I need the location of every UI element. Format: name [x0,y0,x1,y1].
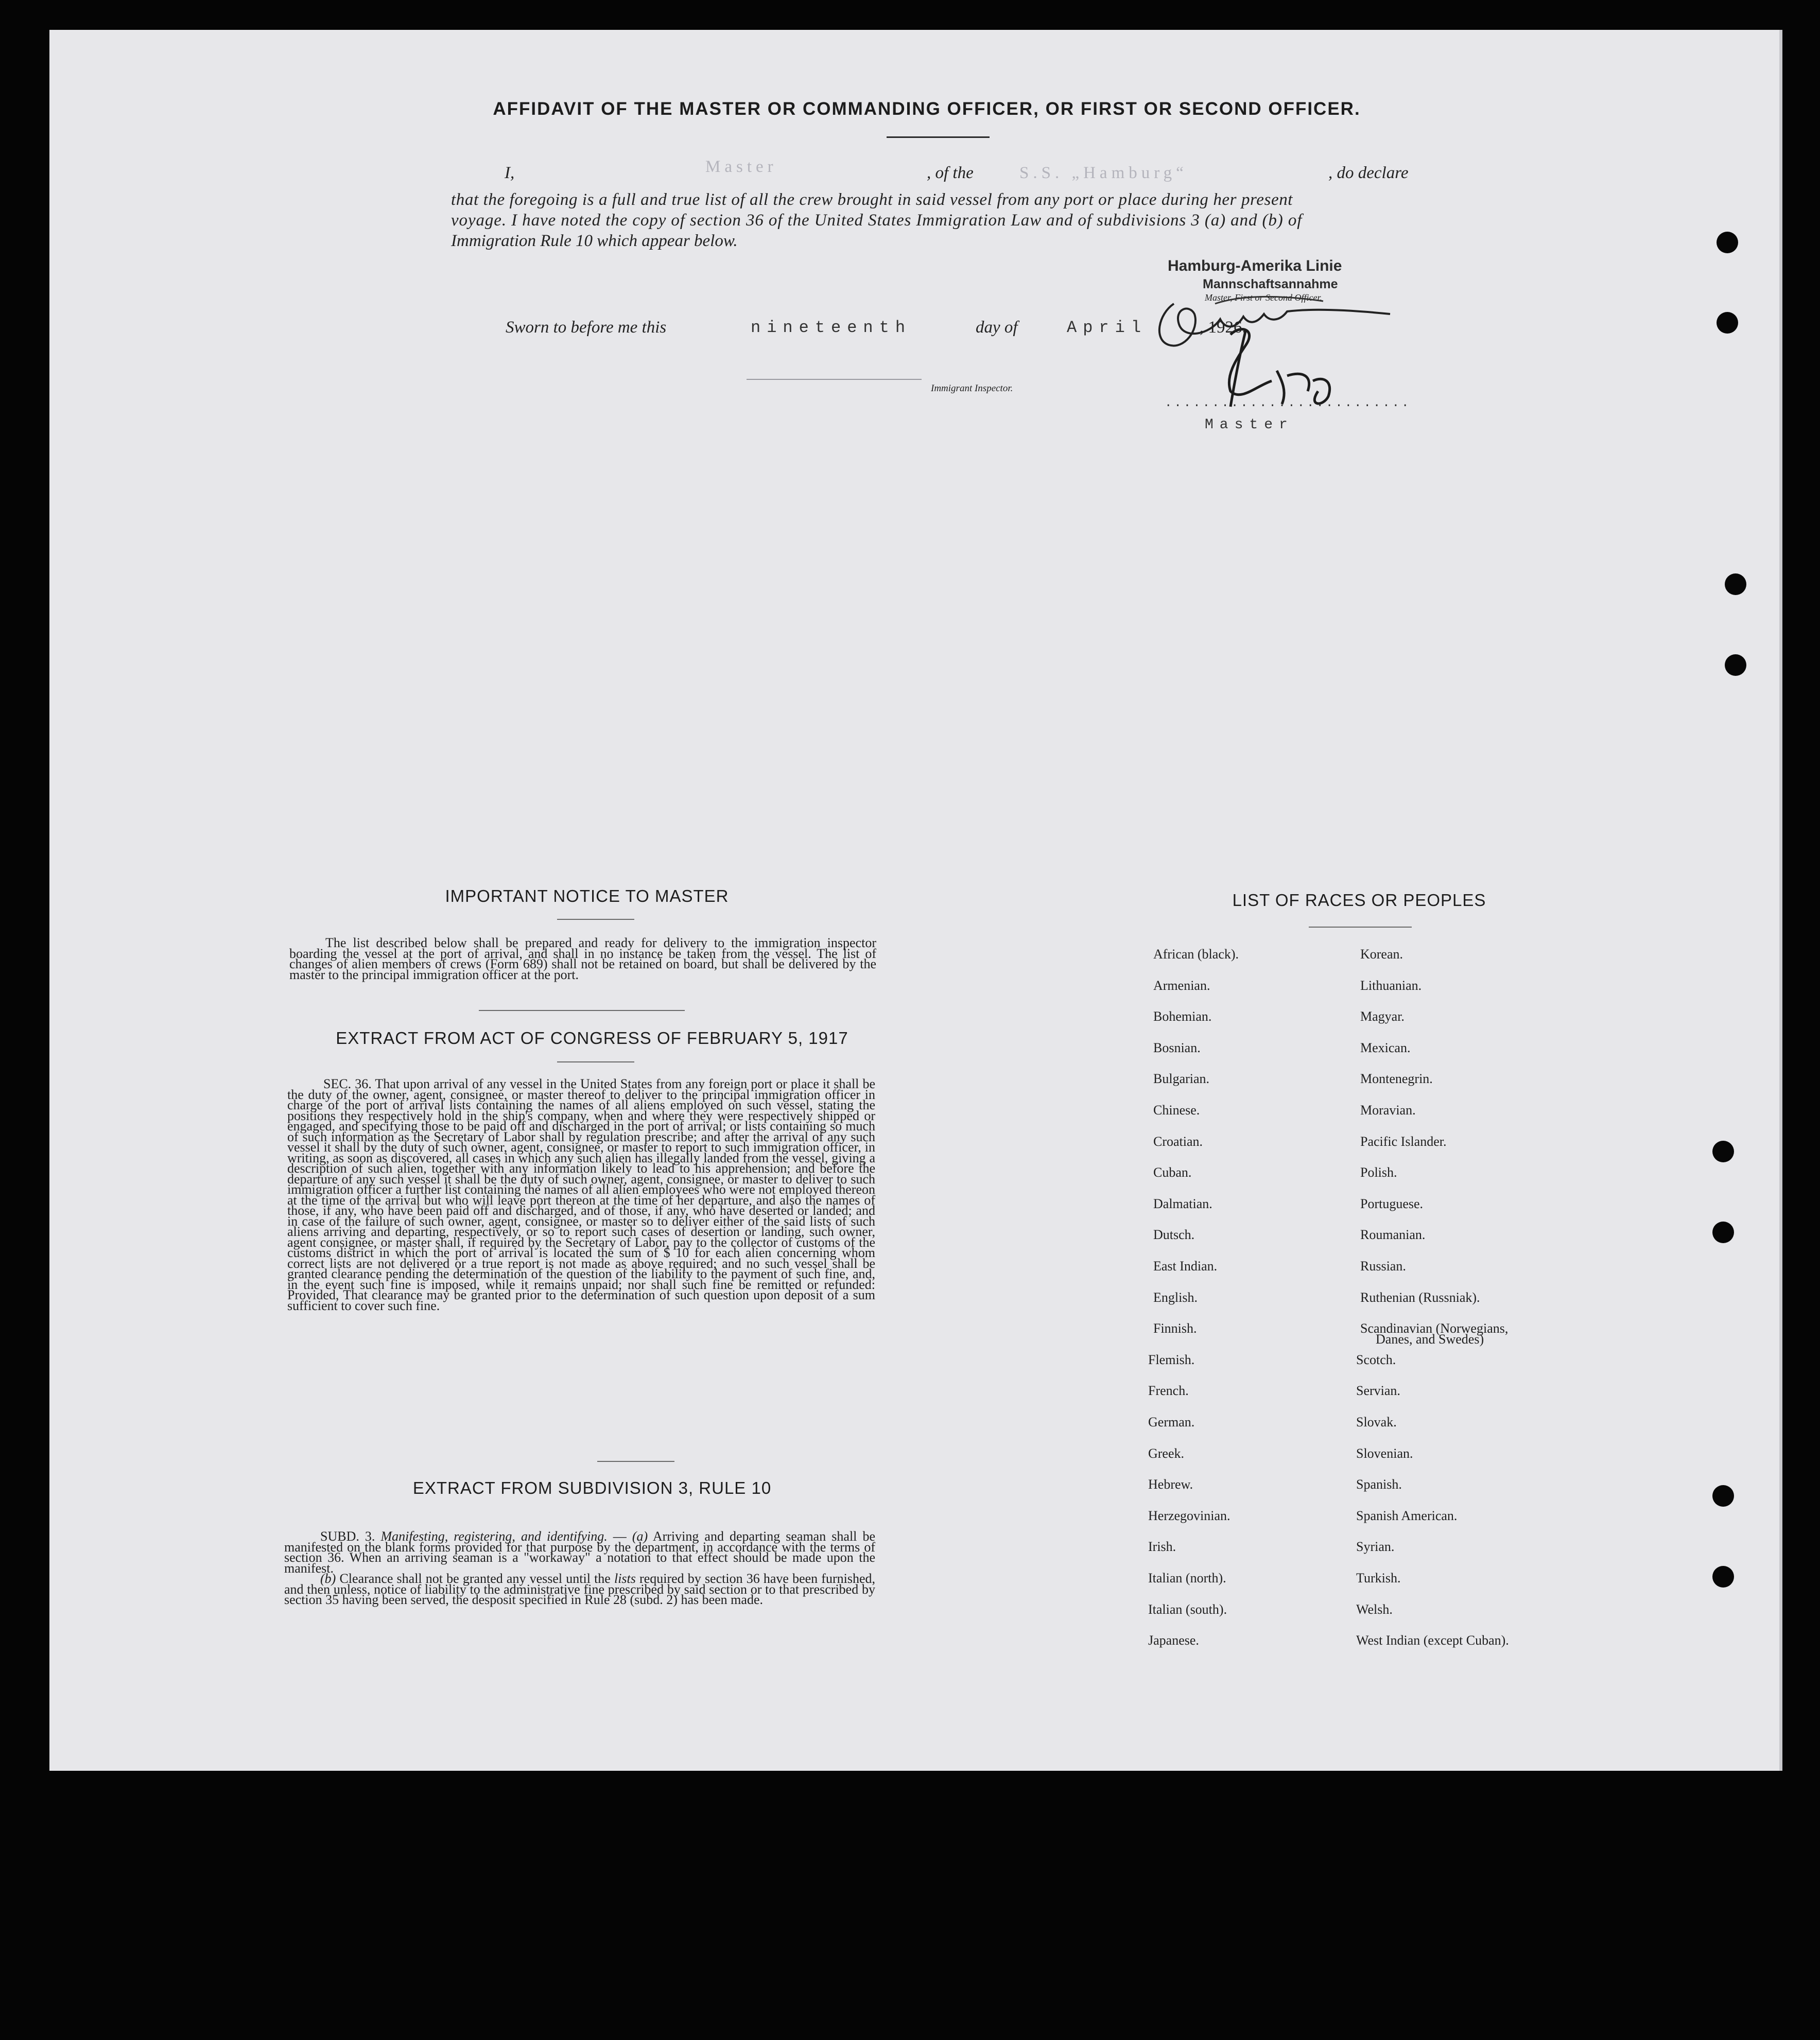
race-item: Polish. [1360,1165,1397,1180]
subd-a-body: Arriving and departing seaman shall be manifested on the blank forms provided for that purpose by the department, in accordance with the terms of section 36. When an arriving seaman is a "workaway" a notation to that effect should be made upon the manifest. [284,1529,875,1576]
race-item: Korean. [1360,947,1403,962]
day-of-label: day of [976,318,1018,337]
i-label: I, [505,164,515,182]
race-item: Pacific Islander. [1360,1134,1447,1149]
race-item: Japanese. [1148,1633,1199,1648]
company-stamp-line-2: Mannschaftsannahme [1203,277,1338,291]
race-item: Herzegovinian. [1148,1508,1230,1523]
binder-hole [1725,654,1746,676]
race-item: Greek. [1148,1446,1185,1461]
binder-hole [1717,232,1738,253]
affidavit-line-1 [505,164,514,183]
binder-hole [1712,1485,1734,1507]
section-36-paragraph: SEC. 36. That upon arrival of any vessel in the United States from any foreign port or place it shall be the duty of the owner, agent, consignee, or master thereof to deliver to the principal immigration officer in charge of the port of arrival lists containing the names of all aliens employed on such vessel, stating the positions they respectively hold in the ship's company, when and where they were respectively shipped or engaged, and specifying those to be paid off and discharged in the port of arrival; or lists containing so much of such information as the Secretary of Labor shall by regulation prescribe; and after the arrival of any such vessel it shall by the duty of such owner, agent, consignee, or master to report to such immigration officer, in writing, as soon as discovered, all cases in which any such alien has illegally landed from the vessel, giving a description of such alien, together with any information likely to lead to his apprehension; and before the departure of any such vessel it shall be the duty of such owner, agent, consignee, or master to deliver to such immigration officer a further list containing the names of all alien employees who were not employed thereon at the time of the arrival but who will leave port thereon at the time of her departure, and also the names of those, if any, who have been paid off and discharged, and of those, if any, who have deserted or landed; and in case of the failure of such owner, agent, consignee, or master so to deliver either of the said lists of such aliens arriving and departing, respectively, or so to report such cases of desertion or landing, such owner, agent consignee, or master shall, if required by the Secretary of Labor, pay to the collector of customs of the customs district in which the port of arrival is located the sum of $ 10 for each alien concerning whom correct lists are not delivered or a true report is not made as above required; and no such vessel shall be granted clearance pending the determination of the question of the liability to the payment of such fine, and, in the event such fine is imposed, while it remains unpaid; nor shall such fine be remitted or refunded: Provided, That clearance may be granted prior to the determination of such question upon deposit of a sum sufficient to cover such fine. [287,1076,875,1313]
notice-title: IMPORTANT NOTICE TO MASTER [445,886,729,905]
race-item: Flemish. [1148,1352,1195,1367]
company-stamp-line-1: Hamburg-Amerika Linie [1168,257,1342,274]
race-item: Dutsch. [1153,1227,1195,1242]
race-item: Turkish. [1356,1571,1401,1585]
rule-extract-body [284,1531,875,1606]
race-item: Servian. [1356,1383,1400,1398]
notice-paragraph: The list described below shall be prepared and ready for delivery to the immigration inspector boarding the vessel at the port of arrival, and shall in no instance be taken from the vessel. The list of changes of alien members of crews (Form 689) shall not be retained on board, but shall be delivered by the master to the principal immigration officer at the port. [289,935,876,982]
affidavit-line-4: Immigration Rule 10 which appear below. [451,232,738,250]
act-divider [557,1061,634,1062]
subd-a-label: (a) [632,1529,648,1544]
race-item: African (black). [1153,947,1239,962]
subd-heading: Manifesting, registering, and identifying. [380,1529,608,1544]
binder-hole [1712,1222,1734,1243]
subd-b-body-2: required by section 36 have been furnished, and then unless, notice of liability to the administrative fine prescribed by said section or to that prescribed by section 35 having been served, the desposit specified in Rule 28 (subd. 2) has been made. [284,1571,875,1607]
affidavit-divider [887,136,990,138]
race-item: Syrian. [1356,1539,1395,1554]
race-item: Irish. [1148,1539,1176,1554]
notice-body [289,935,876,982]
race-item: Russian. [1360,1259,1406,1274]
race-item: Magyar. [1360,1009,1405,1024]
master-label: Master [1205,417,1294,433]
sworn-month: April [1067,318,1148,337]
race-item: Italian (north). [1148,1571,1226,1585]
race-item: Croatian. [1153,1134,1203,1149]
races-divider [1309,927,1412,928]
race-item: Slovak. [1356,1415,1397,1429]
race-item: French. [1148,1383,1189,1398]
race-item: Hebrew. [1148,1477,1193,1492]
act-extract-body [287,1076,875,1313]
affidavit-title: AFFIDAVIT OF THE MASTER OR COMMANDING OFFICER, OR FIRST OR SECOND OFFICER. [493,99,1361,119]
notice-divider [557,919,634,920]
inspector-label: Immigrant Inspector. [931,383,1013,394]
subdivision-b-paragraph [284,1571,875,1607]
subd-lead: SUBD. 3. [320,1529,375,1544]
affidavit-line-3: voyage. I have noted the copy of section 36 of the United States Immigration Law and of subdivisions 3 (a) and (b) of [451,211,1303,230]
binder-hole [1717,312,1738,334]
race-item: Finnish. [1153,1321,1197,1336]
race-item: Italian (south). [1148,1602,1227,1617]
race-item: Cuban. [1153,1165,1192,1180]
affidavit-line-2: that the foregoing is a full and true list of all the crew brought in said vessel from any port or place during her present [451,190,1293,209]
binder-hole [1712,1141,1734,1162]
race-item: Bulgarian. [1153,1071,1210,1086]
sworn-label: Sworn to before me this [506,318,667,337]
subd-b-lists: lists [614,1571,636,1586]
binder-hole [1712,1566,1734,1588]
subdivision-a-paragraph [284,1531,875,1574]
signature-dots: .......................... [1165,396,1411,410]
page-edge [1779,30,1782,1771]
race-item: Bohemian. [1153,1009,1212,1024]
subd-b-label: (b) [320,1571,336,1586]
filled-vessel: S.S. „Hamburg“ [1019,164,1188,182]
of-the-label: , of the [927,164,974,182]
sworn-year: , 1926. [1200,318,1246,337]
race-item: Moravian. [1360,1103,1416,1118]
race-item: Portuguese. [1360,1196,1424,1211]
binder-hole [1725,573,1746,595]
race-item: Lithuanian. [1360,978,1422,993]
race-item: Scandinavian (Norwegians, [1360,1321,1509,1336]
officer-caption: Master, First or Second Officer. [1205,292,1322,303]
race-item: Welsh. [1356,1602,1393,1617]
race-item-continuation: Danes, and Swedes) [1376,1332,1484,1347]
race-item: West Indian (except Cuban). [1356,1633,1509,1648]
race-item: East Indian. [1153,1259,1218,1274]
race-item: Scotch. [1356,1352,1396,1367]
race-item: Mexican. [1360,1040,1411,1055]
race-item: Ruthenian (Russniak). [1360,1290,1480,1305]
race-item: English. [1153,1290,1198,1305]
act-extract-title: EXTRACT FROM ACT OF CONGRESS OF FEBRUARY 5, 1917 [336,1028,848,1048]
race-item: Spanish American. [1356,1508,1458,1523]
race-item: Dalmatian. [1153,1196,1212,1211]
do-declare-label: , do declare [1328,164,1409,182]
race-item: Roumanian. [1360,1227,1426,1242]
races-title: LIST OF RACES OR PEOPLES [1232,891,1486,910]
race-item: Spanish. [1356,1477,1402,1492]
race-item: Chinese. [1153,1103,1200,1118]
filled-rank: Master [705,158,777,176]
race-item: Bosnian. [1153,1040,1201,1055]
section-divider [597,1461,674,1462]
rule-extract-title: EXTRACT FROM SUBDIVISION 3, RULE 10 [412,1478,772,1497]
sworn-day: nineteenth [751,318,912,337]
subd-dash: — [607,1529,632,1544]
subd-b-body-1: Clearance shall not be granted any vessel until the [339,1571,611,1586]
inspector-signature-line [747,379,922,380]
race-item: Montenegrin. [1360,1071,1433,1086]
section-divider [479,1010,685,1011]
race-item: Armenian. [1153,978,1210,993]
race-item: German. [1148,1415,1195,1429]
race-item: Slovenian. [1356,1446,1413,1461]
